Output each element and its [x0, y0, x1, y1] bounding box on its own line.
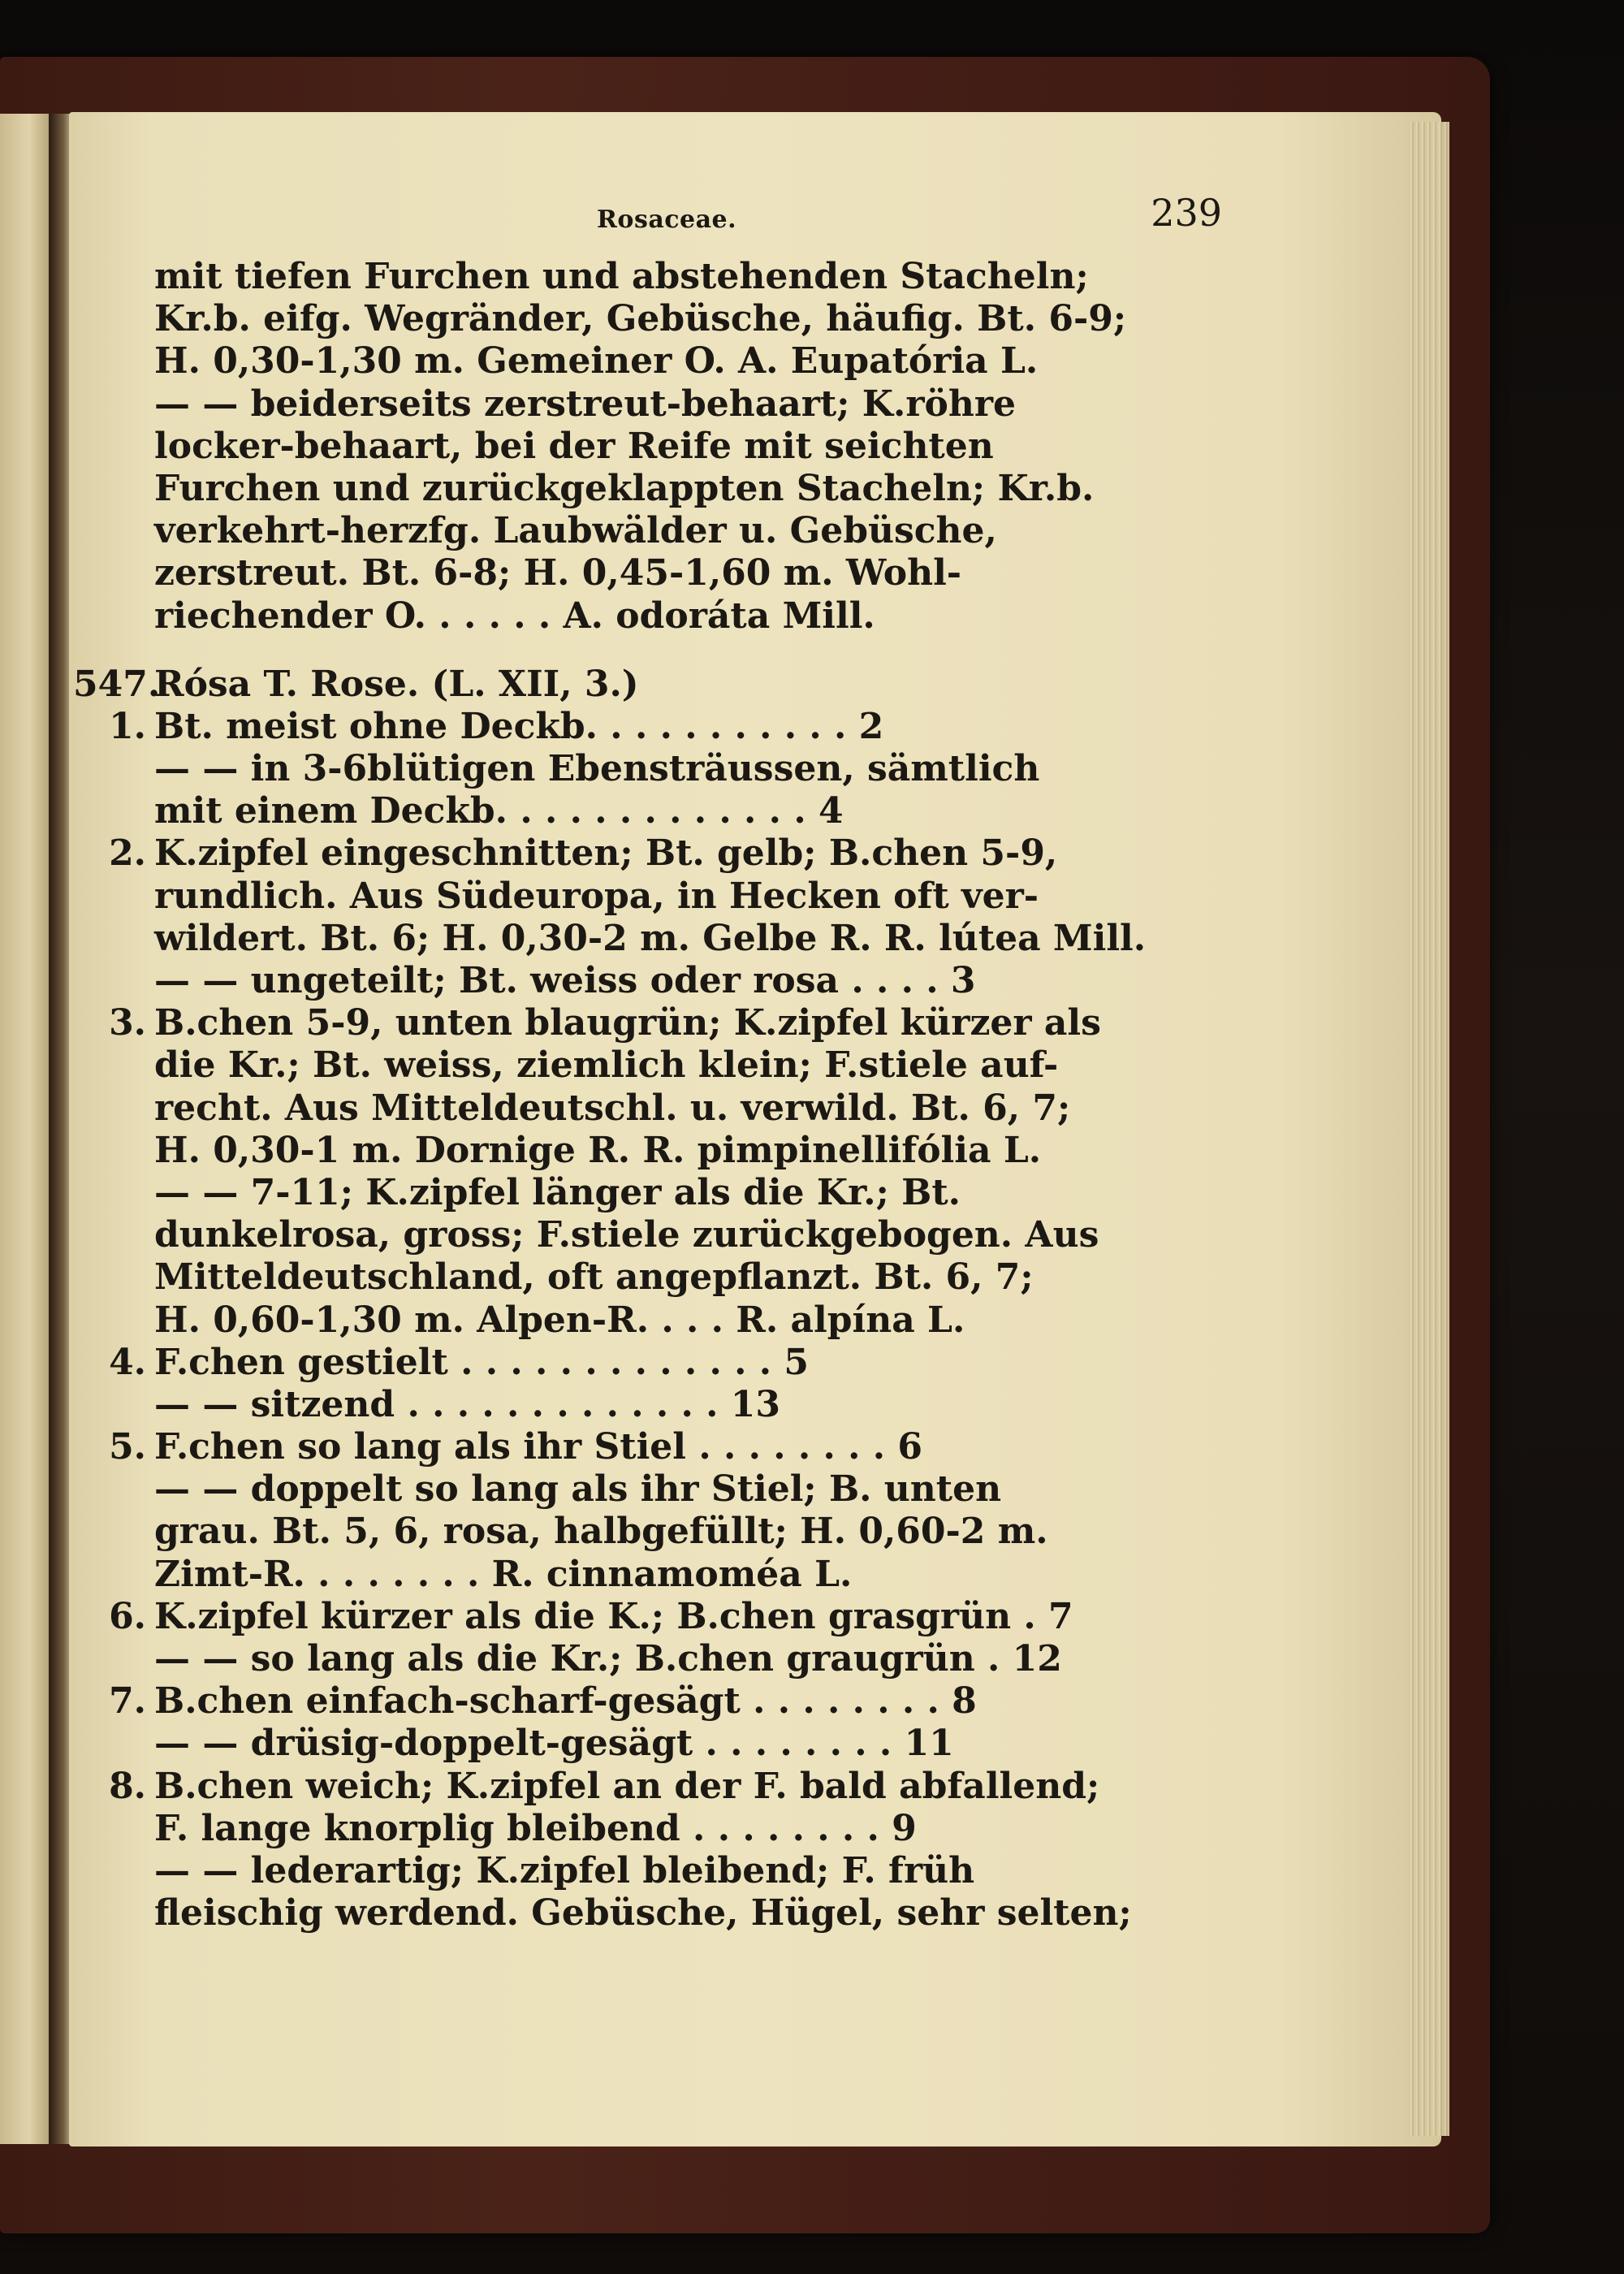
- text-line: [154, 1299, 1218, 1342]
- line-text: grau. Bt. 5, 6, rosa, halbgefüllt; H. 0,60-2 m.: [154, 1511, 1048, 1553]
- key-number: 7.: [109, 1680, 146, 1723]
- line-text: rundlich. Aus Südeuropa, in Hecken oft ver-: [154, 875, 1039, 917]
- line-text: H. 0,30-1,30 m. Gemeiner O. A. Eupatória L.: [154, 340, 1039, 383]
- line-text: — — beiderseits zerstreut-behaart; K.röhre: [154, 383, 1017, 425]
- line-text: riechender O. . . . . . A. odoráta Mill.: [154, 594, 875, 637]
- line-text: F. lange knorplig bleibend . . . . . . . . 9: [154, 1807, 917, 1849]
- line-text: — — 7-11; K.zipfel länger als die Kr.; Bt.: [154, 1171, 961, 1213]
- text-line: [154, 1256, 1218, 1299]
- line-text: K.zipfel kürzer als die K.; B.chen grasgrün . 7: [154, 1595, 1073, 1637]
- line-text: zerstreut. Bt. 6-8; H. 0,45-1,60 m. Wohl-: [154, 552, 962, 594]
- text-line: [154, 1087, 1218, 1130]
- key-number: 547.: [73, 663, 161, 705]
- text-line: [109, 1765, 1218, 1808]
- text-line: [154, 256, 1218, 298]
- page-header: [154, 191, 1222, 256]
- line-text: mit tiefen Furchen und abstehenden Stacheln;: [154, 256, 1089, 297]
- key-number: 2.: [109, 832, 146, 875]
- text-line: [154, 1511, 1218, 1553]
- line-text: locker-behaart, bei der Reife mit seichten: [154, 425, 994, 467]
- key-number: 8.: [109, 1765, 146, 1807]
- line-text: — — so lang als die Kr.; B.chen graugrün . 12: [154, 1638, 1062, 1680]
- previous-page-edge: [0, 114, 49, 2144]
- line-text: recht. Aus Mitteldeutschl. u. verwild. Bt. 6, 7;: [154, 1087, 1071, 1129]
- text-line: [154, 790, 1218, 832]
- text-line: [109, 1002, 1218, 1044]
- line-text: Zimt-R. . . . . . . . R. cinnamoméa L.: [154, 1553, 853, 1595]
- line-text: B.chen weich; K.zipfel an der F. bald abfallend;: [154, 1765, 1100, 1807]
- text-line: [154, 468, 1218, 510]
- text-line: [154, 1808, 1218, 1850]
- text-line: [154, 383, 1218, 426]
- text-line: [154, 1130, 1218, 1172]
- text-line: [154, 1892, 1218, 1935]
- text-line: [154, 1468, 1218, 1511]
- text-line: [154, 875, 1218, 918]
- text-line: [154, 1850, 1218, 1892]
- text-line: [154, 298, 1218, 340]
- genus-heading-line: [73, 663, 1218, 706]
- line-text: — — doppelt so lang als ihr Stiel; B. unten: [154, 1468, 1002, 1511]
- text-line: [154, 1723, 1218, 1765]
- text-line: [154, 918, 1218, 960]
- key-number: 4.: [109, 1341, 146, 1383]
- key-text: [73, 256, 1218, 1935]
- text-line: [154, 1172, 1218, 1214]
- key-number: 6.: [109, 1595, 146, 1637]
- line-text: F.chen gestielt . . . . . . . . . . . . . 5: [154, 1341, 810, 1383]
- line-text: — — sitzend . . . . . . . . . . . . . 13: [154, 1383, 781, 1425]
- text-line: [109, 1341, 1218, 1384]
- text-line: [154, 595, 1218, 638]
- text-line: [154, 426, 1218, 468]
- text-line: [154, 1214, 1218, 1256]
- line-text: fleischig werdend. Gebüsche, Hügel, sehr selten;: [154, 1892, 1132, 1935]
- key-number: 1.: [109, 705, 146, 747]
- line-text: K.zipfel eingeschnitten; Bt. gelb; B.chen 5-9,: [154, 832, 1058, 875]
- line-text: verkehrt-herzfg. Laubwälder u. Gebüsche,: [154, 510, 997, 552]
- running-head: Rosaceae.: [597, 205, 737, 234]
- line-text: die Kr.; Bt. weiss, ziemlich klein; F.stiele auf-: [154, 1044, 1059, 1087]
- text-line: [154, 1554, 1218, 1596]
- page-text: [73, 191, 1222, 1935]
- line-text: Mitteldeutschland, oft angepflanzt. Bt. 6, 7;: [154, 1256, 1034, 1299]
- text-line: [154, 1044, 1218, 1087]
- line-text: wildert. Bt. 6; H. 0,30-2 m. Gelbe R. R. lútea Mill.: [154, 917, 1147, 959]
- text-line: [109, 1595, 1218, 1638]
- line-text: Kr.b. eifg. Wegränder, Gebüsche, häufig. Bt. 6-9;: [154, 298, 1127, 340]
- text-line: [154, 510, 1218, 552]
- page-number: 239: [1151, 191, 1222, 235]
- key-number: 3.: [109, 1002, 146, 1044]
- line-text: Rósa T. Rose. (L. XII, 3.): [154, 663, 639, 705]
- line-text: dunkelrosa, gross; F.stiele zurückgebogen. Aus: [154, 1214, 1099, 1256]
- line-text: B.chen 5-9, unten blaugrün; K.zipfel kürzer als: [154, 1002, 1101, 1044]
- text-line: [109, 1680, 1218, 1723]
- line-text: — — ungeteilt; Bt. weiss oder rosa . . . . 3: [154, 960, 976, 1001]
- line-text: — — drüsig-doppelt-gesägt . . . . . . . . 11: [154, 1723, 954, 1765]
- page-block-edges: [1409, 122, 1449, 2136]
- line-text: Bt. meist ohne Deckb. . . . . . . . . . . 2: [154, 705, 884, 747]
- text-line: [109, 1426, 1218, 1468]
- text-line: [154, 1638, 1218, 1680]
- line-text: Furchen und zurückgeklappten Stacheln; Kr.b.: [154, 467, 1095, 509]
- line-text: B.chen einfach-scharf-gesägt . . . . . . . . 8: [154, 1680, 977, 1723]
- line-text: — — lederartig; K.zipfel bleibend; F. früh: [154, 1849, 975, 1891]
- text-line: [109, 832, 1218, 875]
- text-line: [109, 705, 1218, 748]
- line-text: H. 0,60-1,30 m. Alpen-R. . . . R. alpína L.: [154, 1299, 965, 1341]
- line-text: H. 0,30-1 m. Dornige R. R. pimpinellifólia L.: [154, 1129, 1042, 1171]
- text-line: [154, 1384, 1218, 1426]
- line-text: mit einem Deckb. . . . . . . . . . . . . 4: [154, 790, 844, 832]
- line-text: F.chen so lang als ihr Stiel . . . . . . . . 6: [154, 1426, 923, 1468]
- text-line: [154, 340, 1218, 383]
- key-number: 5.: [109, 1426, 146, 1468]
- text-line: [154, 960, 1218, 1002]
- line-text: — — in 3-6blütigen Ebensträussen, sämtlich: [154, 748, 1040, 790]
- text-line: [154, 552, 1218, 594]
- text-line: [154, 748, 1218, 790]
